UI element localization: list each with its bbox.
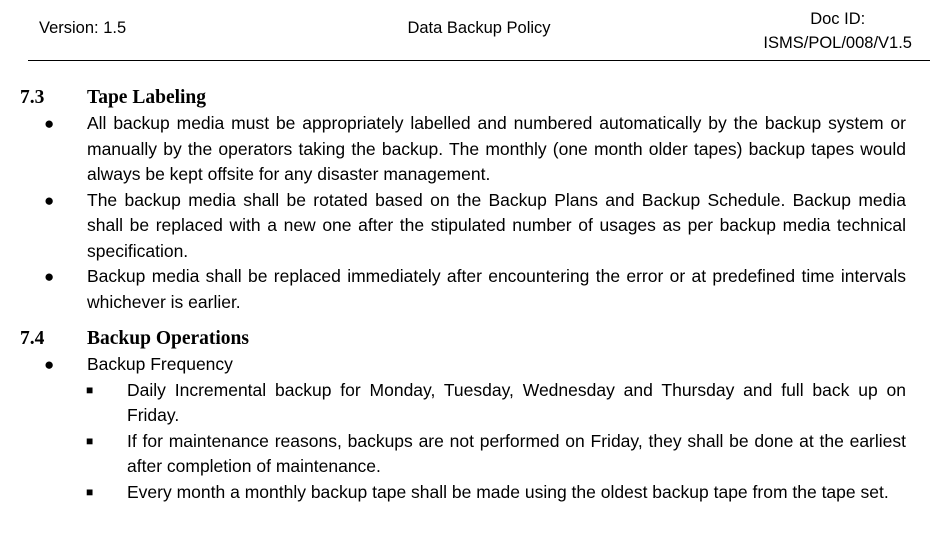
document-body (0, 84, 942, 505)
bullet-icon: ● (44, 190, 55, 210)
section-spacer (0, 315, 942, 325)
list-item-text: If for maintenance reasons, backups are not performed on Friday, they shall be done at the earliest after completion of maintenance. (127, 430, 906, 476)
sub-list-item (86, 429, 906, 480)
document-id (763, 7, 912, 55)
section-title: Backup Operations (87, 328, 249, 349)
list-item-text: Daily Incremental backup for Monday, Tuesday, Wednesday and Thursday and full back up on Friday. (127, 379, 906, 425)
section-number: 7.3 (20, 87, 45, 108)
list-item (44, 188, 906, 265)
list-item (44, 264, 906, 315)
section-title: Tape Labeling (87, 87, 207, 108)
list-item-text: All backup media must be appropriately labelled and numbered automatically by the backup system or manually by the operators taking the backup. The monthly (one month older tapes) backup tapes would always be kept offsite for any disaster management. (87, 113, 906, 184)
square-bullet-icon: ■ (86, 382, 94, 397)
square-bullet-icon: ■ (86, 433, 94, 448)
doc-id-value: ISMS/POL/008/V1.5 (763, 34, 912, 52)
list-item-text: The backup media shall be rotated based on the Backup Plans and Backup Schedule. Backup media shall be replaced with a new one after the stipulated number of usages as per backup media technical specification. (87, 189, 906, 261)
page-header (28, 0, 930, 61)
sub-list-item (86, 378, 906, 429)
document-title: Data Backup Policy (407, 19, 551, 37)
bullet-icon: ● (44, 267, 55, 286)
list-item (44, 111, 906, 188)
section-heading-backup-operations (0, 325, 942, 352)
bullet-icon: ● (44, 114, 55, 133)
document-version: Version: 1.5 (39, 19, 127, 37)
doc-id-label: Doc ID: (810, 10, 866, 28)
square-bullet-icon: ■ (86, 484, 94, 499)
list-item-text: Every month a monthly backup tape shall be made using the oldest backup tape from the tape set. (127, 481, 889, 502)
section-heading-tape-labeling (0, 84, 942, 111)
list-item-text: Backup media shall be replaced immediately after encountering the error or at predefined time intervals whichever is earlier. (87, 266, 906, 312)
bullet-icon: ● (44, 355, 55, 374)
section-number: 7.4 (20, 328, 45, 349)
sub-list-item (86, 480, 906, 506)
list-item (44, 352, 906, 378)
list-item-text: Backup Frequency (87, 354, 233, 374)
